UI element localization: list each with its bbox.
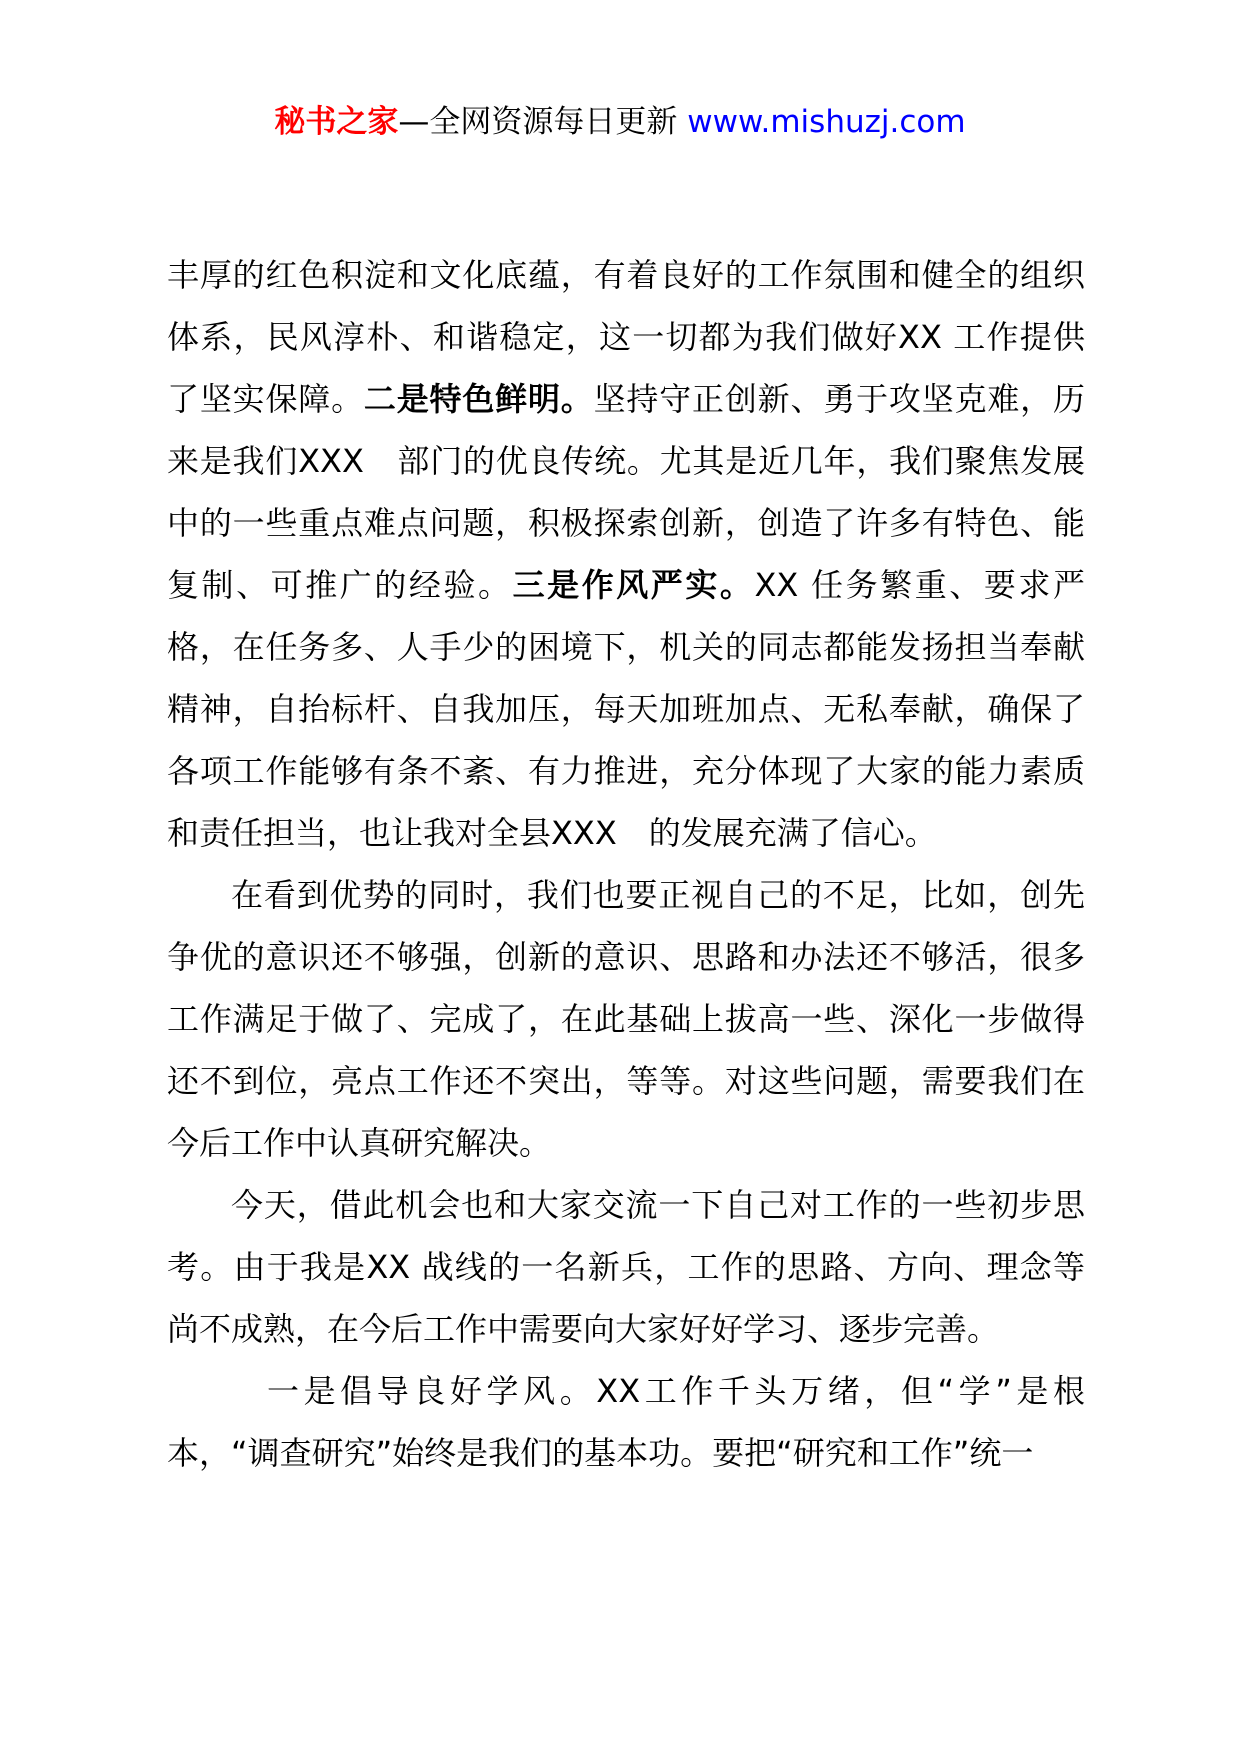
header-tagline: —全网资源每日更新	[398, 104, 678, 140]
document-body	[167, 244, 1085, 1484]
paragraph-text: 坚持守正创新、勇于攻坚克难，历来是我们XXX 部门的优良传统。尤其是近几年，我们聚焦发展中的一些重点难点问题，积极探索创新，创造了许多有特色、能复制、可推广的经验。	[167, 380, 1085, 604]
site-url-link[interactable]: www.mishuzj.com	[687, 104, 966, 140]
paragraph-continued	[167, 244, 1085, 864]
site-header	[0, 100, 1240, 144]
paragraph-thoughts: 今天，借此机会也和大家交流一下自己对工作的一些初步思考。由于我是XX 战线的一名新兵，工作的思路、方向、理念等尚不成熟，在今后工作中需要向大家好好学习、逐步完善。	[167, 1186, 1085, 1348]
paragraph-study-style: 一是倡导良好学风。XX工作千头万绪，但“学”是根本，“调查研究”始终是我们的基本功。要把“研究和工作”统一	[167, 1372, 1085, 1472]
paragraph-text: XX 任务繁重、要求严格，在任务多、人手少的困境下，机关的同志都能发扬担当奉献精神，自抬标杆、自我加压，每天加班加点、无私奉献，确保了各项工作能够有条不紊、有力推进，充分体现了大家的能力素质和责任担当，也让我对全县XXX 的发展充满了信心。	[167, 566, 1085, 852]
paragraph-shortcomings: 在看到优势的同时，我们也要正视自己的不足，比如，创先争优的意识还不够强，创新的意识、思路和办法还不够活，很多工作满足于做了、完成了，在此基础上拔高一些、深化一步做得还不到位，亮点工作还不突出，等等。对这些问题，需要我们在今后工作中认真研究解决。	[167, 876, 1085, 1162]
paragraph-text: 丰厚的红色积淀和文化底蕴，有着良好的工作氛围和健全的组织体系，民风淳朴、和谐稳定，这一切都为我们做好XX 工作提供了坚实保障。	[167, 256, 1085, 418]
brand-name: 秘书之家	[274, 104, 399, 140]
bold-heading: 三是作风严实。	[512, 566, 755, 604]
bold-heading: 二是特色鲜明。	[363, 380, 594, 418]
